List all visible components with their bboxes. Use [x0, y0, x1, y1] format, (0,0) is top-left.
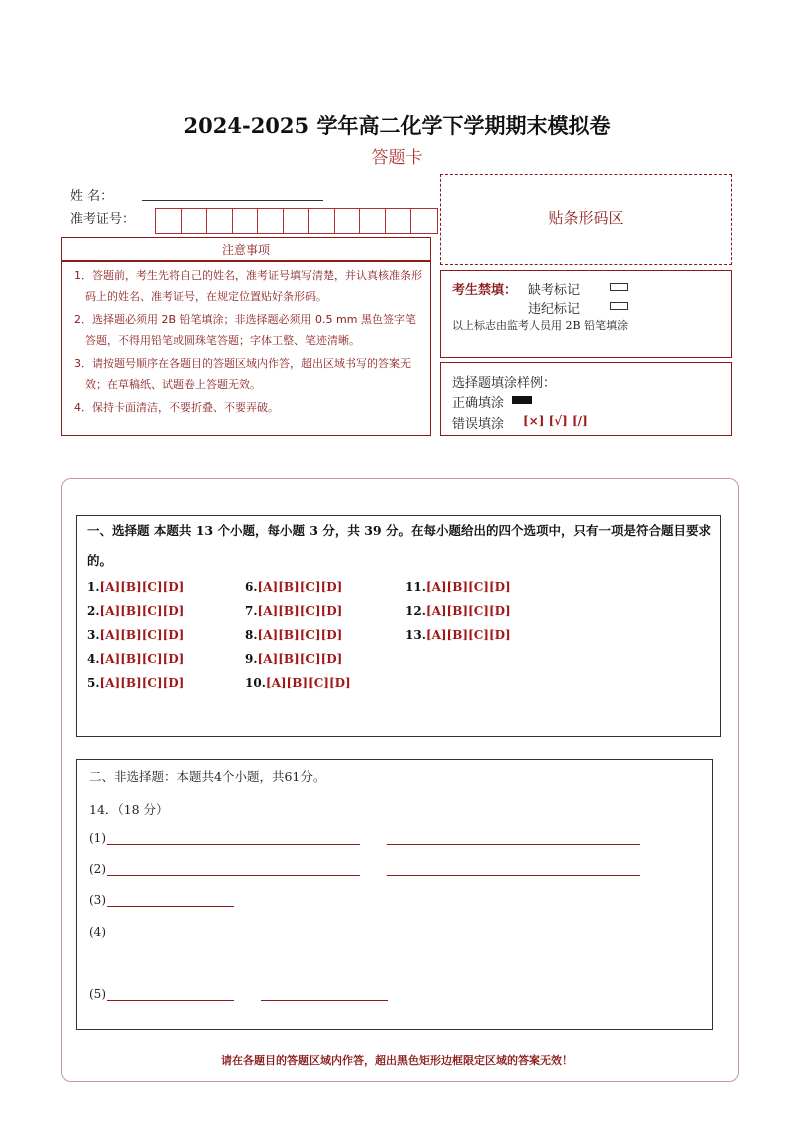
- question-number: 1.: [87, 580, 100, 594]
- choice-options[interactable]: [A][B][C][D]: [99, 604, 185, 618]
- choice-options[interactable]: [A][B][C][D]: [99, 676, 185, 690]
- choice-row[interactable]: [245, 580, 342, 594]
- answer-line[interactable]: [107, 1000, 234, 1001]
- question-number: 8.: [245, 628, 258, 642]
- choice-row[interactable]: [245, 652, 342, 666]
- correct-fill-sample: [512, 396, 532, 404]
- choice-options[interactable]: [A][B][C][D]: [257, 652, 343, 666]
- choice-options[interactable]: [A][B][C][D]: [99, 580, 185, 594]
- id-cell[interactable]: [182, 209, 208, 233]
- choice-options[interactable]: [A][B][C][D]: [425, 580, 511, 594]
- choice-row[interactable]: [405, 628, 511, 642]
- answer-line[interactable]: [387, 875, 640, 876]
- name-label: 姓 名：: [70, 189, 114, 204]
- answer-line[interactable]: [261, 1000, 388, 1001]
- absent-label: 缺考标记: [528, 283, 581, 298]
- choice-row[interactable]: [245, 676, 351, 690]
- id-cell[interactable]: [258, 209, 284, 233]
- wrong-fill-label: 错误填涂: [452, 417, 505, 432]
- section2-intro: 二、非选择题：本题共4个小题，共61分。: [89, 769, 326, 784]
- id-cell[interactable]: [386, 209, 412, 233]
- choice-options[interactable]: [A][B][C][D]: [265, 676, 351, 690]
- part-label: (1): [89, 831, 106, 845]
- footer-warning: 请在各题目的答题区域内作答，超出黑色矩形边框限定区域的答案无效！: [221, 1054, 573, 1067]
- id-label: 准考证号：: [70, 212, 136, 227]
- answer-line[interactable]: [107, 844, 360, 845]
- question-number: 9.: [245, 652, 258, 666]
- notice-item: 2．选择题必须用 2B 铅笔填涂；非选择题必须用 0.5 mm 黑色签字笔答题，不得用铅笔或圆珠笔答题；字体工整、笔迹清晰。: [74, 313, 416, 347]
- question-number: 7.: [245, 604, 258, 618]
- question-number: 12.: [405, 604, 426, 618]
- part-label: (4): [89, 925, 106, 939]
- part-label: (5): [89, 987, 106, 1001]
- exam-rules-box: [440, 270, 732, 358]
- question-number: 2.: [87, 604, 100, 618]
- choice-row[interactable]: [87, 652, 184, 666]
- choice-row[interactable]: [405, 604, 511, 618]
- notice-heading: 注意事项: [61, 237, 431, 261]
- id-cell[interactable]: [411, 209, 437, 233]
- question-number: 10.: [245, 676, 266, 690]
- id-cell[interactable]: [335, 209, 361, 233]
- violation-label: 违纪标记: [528, 302, 581, 317]
- choice-options[interactable]: [A][B][C][D]: [257, 580, 343, 594]
- page-subtitle: 答题卡: [371, 148, 423, 168]
- absent-mark-box[interactable]: [610, 283, 628, 291]
- answer-line[interactable]: [387, 844, 640, 845]
- choice-options[interactable]: [A][B][C][D]: [99, 652, 185, 666]
- fill-sample-title: 选择题填涂样例：: [452, 376, 557, 391]
- choice-options[interactable]: [A][B][C][D]: [257, 628, 343, 642]
- question-14-label: 14．（18 分）: [89, 802, 169, 817]
- choice-row[interactable]: [87, 580, 184, 594]
- notice-item: 3．请按题号顺序在各题目的答题区域内作答，超出区域书写的答案无效；在草稿纸、试题卷上答题无效。: [74, 357, 411, 391]
- notice-item: 1．答题前，考生先将自己的姓名，准考证号填写清楚，并认真核准条形码上的姓名、准考证号，在规定位置贴好条形码。: [74, 269, 422, 303]
- question-number: 3.: [87, 628, 100, 642]
- question-number: 5.: [87, 676, 100, 690]
- exam-rules-label: 考生禁填：: [452, 283, 518, 298]
- part-label: (3): [89, 893, 106, 907]
- barcode-area: 贴条形码区: [440, 174, 732, 265]
- wrong-fill-samples: [×] [√] [/]: [523, 414, 588, 428]
- exam-rules-note: 以上标志由监考人员用 2B 铅笔填涂: [452, 319, 629, 332]
- page-title: 2024-2025 学年高二化学下学期期末模拟卷: [183, 113, 611, 138]
- id-number-grid[interactable]: [155, 208, 438, 234]
- id-cell[interactable]: [284, 209, 310, 233]
- notice-body: [61, 261, 431, 436]
- id-cell[interactable]: [156, 209, 182, 233]
- choice-options[interactable]: [A][B][C][D]: [425, 604, 511, 618]
- question-number: 4.: [87, 652, 100, 666]
- choice-row[interactable]: [87, 628, 184, 642]
- correct-fill-label: 正确填涂: [452, 396, 505, 411]
- choice-row[interactable]: [245, 628, 342, 642]
- choice-row[interactable]: [245, 604, 342, 618]
- section1-intro: 一、选择题 本题共 13 个小题，每小题 3 分，共 39 分。在每小题给出的四个选项中，只有一项是符合题目要求的。: [87, 523, 711, 568]
- answer-line[interactable]: [107, 906, 234, 907]
- id-cell[interactable]: [233, 209, 259, 233]
- choice-row[interactable]: [87, 676, 184, 690]
- name-field[interactable]: [142, 200, 323, 201]
- choice-options[interactable]: [A][B][C][D]: [99, 628, 185, 642]
- id-cell[interactable]: [207, 209, 233, 233]
- free-response-section: [76, 759, 713, 1030]
- fill-sample-box: [440, 362, 732, 436]
- choice-options[interactable]: [A][B][C][D]: [257, 604, 343, 618]
- multiple-choice-section: [76, 515, 721, 737]
- answer-line[interactable]: [107, 875, 360, 876]
- question-number: 13.: [405, 628, 426, 642]
- choice-options[interactable]: [A][B][C][D]: [425, 628, 511, 642]
- notice-item: 4．保持卡面清洁，不要折叠、不要弄破。: [74, 401, 279, 414]
- id-cell[interactable]: [360, 209, 386, 233]
- question-number: 11.: [405, 580, 426, 594]
- id-cell[interactable]: [309, 209, 335, 233]
- question-number: 6.: [245, 580, 258, 594]
- choice-row[interactable]: [405, 580, 511, 594]
- choice-row[interactable]: [87, 604, 184, 618]
- part-label: (2): [89, 862, 106, 876]
- violation-mark-box[interactable]: [610, 302, 628, 310]
